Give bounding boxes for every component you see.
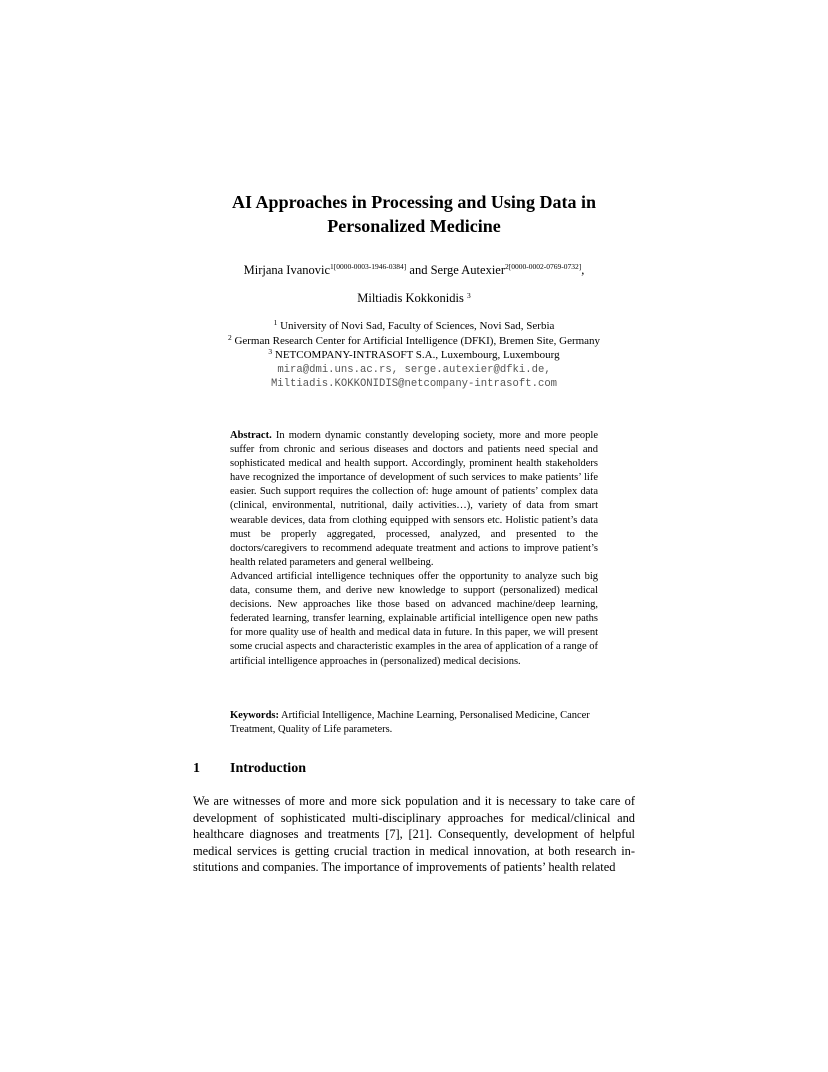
abstract-text: In modern dynamic constantly developing society, more and more people suffer from chronic and serious diseases and doctors and patients need special and sophisticated medical and health support. Accordingly, prominent health stakeholders have recognized the importance of development of such services to make patients’ life easier. Such support requires the collection of: huge amount of patients’ complex data (clinical, environmental, nutritional, daily activities…), variety of data from smart wearable devices, data from clothing equipped with sensors etc. Holistic patient’s data must be properly aggregated, processed, analyzed, and presented to the doctors/caregivers to recommend adequate treatment and actions to improve patient’s health related parameters and general wellbeing.	[230, 430, 598, 568]
section-title: Introduction	[230, 761, 306, 776]
keywords	[230, 709, 598, 737]
author-name: Serge Autexier	[430, 263, 506, 277]
author-affiliation-mark: 3	[466, 291, 471, 300]
affiliation-line	[100, 319, 728, 334]
author-conjunction: and	[406, 263, 431, 277]
affiliations	[100, 319, 728, 392]
author-separator: ,	[581, 263, 585, 277]
paper-title-line-1: AI Approaches in Processing and Using Data in	[232, 192, 596, 212]
author-name: Mirjana Ivanovic	[243, 263, 331, 277]
email-line: mira@dmi.uns.ac.rs, serge.autexier@dfki.de,	[277, 363, 551, 376]
author-orcid: 1[0000-0003-1946-0384]	[330, 262, 407, 271]
section-heading	[193, 760, 306, 778]
abstract-label: Abstract.	[230, 430, 272, 441]
author-name: Miltiadis Kokkonidis	[357, 291, 467, 305]
affiliation-line	[100, 334, 728, 349]
keywords-text: Artificial Intelligence, Machine Learning, Personalised Medicine, Cancer Treatment, Quality of Life parameters.	[230, 710, 590, 736]
abstract	[230, 429, 598, 669]
paper-title-line-2: Personalized Medicine	[327, 216, 501, 236]
author-list-line-2	[100, 290, 728, 306]
affiliation-mark: 2	[227, 332, 232, 342]
affiliation-text: NETCOMPANY-INTRASOFT S.A., Luxembourg, Luxembourg	[272, 349, 560, 361]
section-body	[193, 793, 635, 876]
affiliation-mark: 1	[273, 318, 278, 327]
body-paragraph: We are witnesses of more and more sick population and it is necessary to take care of development of sophisticated multi-disciplinary approaches for medical/clinical and healthcare diagnoses and treatments [7], [21]. Consequently, development of helpful medical services is getting crucial traction in medical innovation, at both research institutions and companies. The importance of improvements of patients’ health related	[193, 794, 635, 875]
author-list	[100, 262, 728, 278]
keywords-label: Keywords:	[230, 710, 279, 721]
abstract-paragraph	[230, 429, 598, 570]
email-line: Miltiadis.KOKKONIDIS@netcompany-intrasoft.com	[270, 378, 558, 390]
affiliation-text: University of Novi Sad, Faculty of Sciences, Novi Sad, Serbia	[277, 320, 555, 332]
affiliation-text: German Research Center for Artificial Intelligence (DFKI), Bremen Site, Germany	[231, 334, 601, 347]
section-number: 1	[193, 761, 200, 776]
author-orcid: 2[0000-0002-0769-0732]	[505, 262, 582, 271]
abstract-paragraph: Advanced artificial intelligence techniques offer the opportunity to analyze such big data, consume them, and derive new knowledge to support (personalized) medical decisions. New approaches like those based on advanced machine/deep learning, federated learning, transfer learning, explainable artificial intelligence open new paths for more quality use of health and medical data in future. In this paper, we will present some crucial aspects and characteristic examples in the area of application of a range of artificial intelligence approaches in (personalized) medical decisions.	[230, 570, 598, 667]
affiliation-line	[100, 348, 728, 363]
affiliation-mark: 3	[268, 347, 273, 356]
paper-title	[150, 190, 678, 238]
